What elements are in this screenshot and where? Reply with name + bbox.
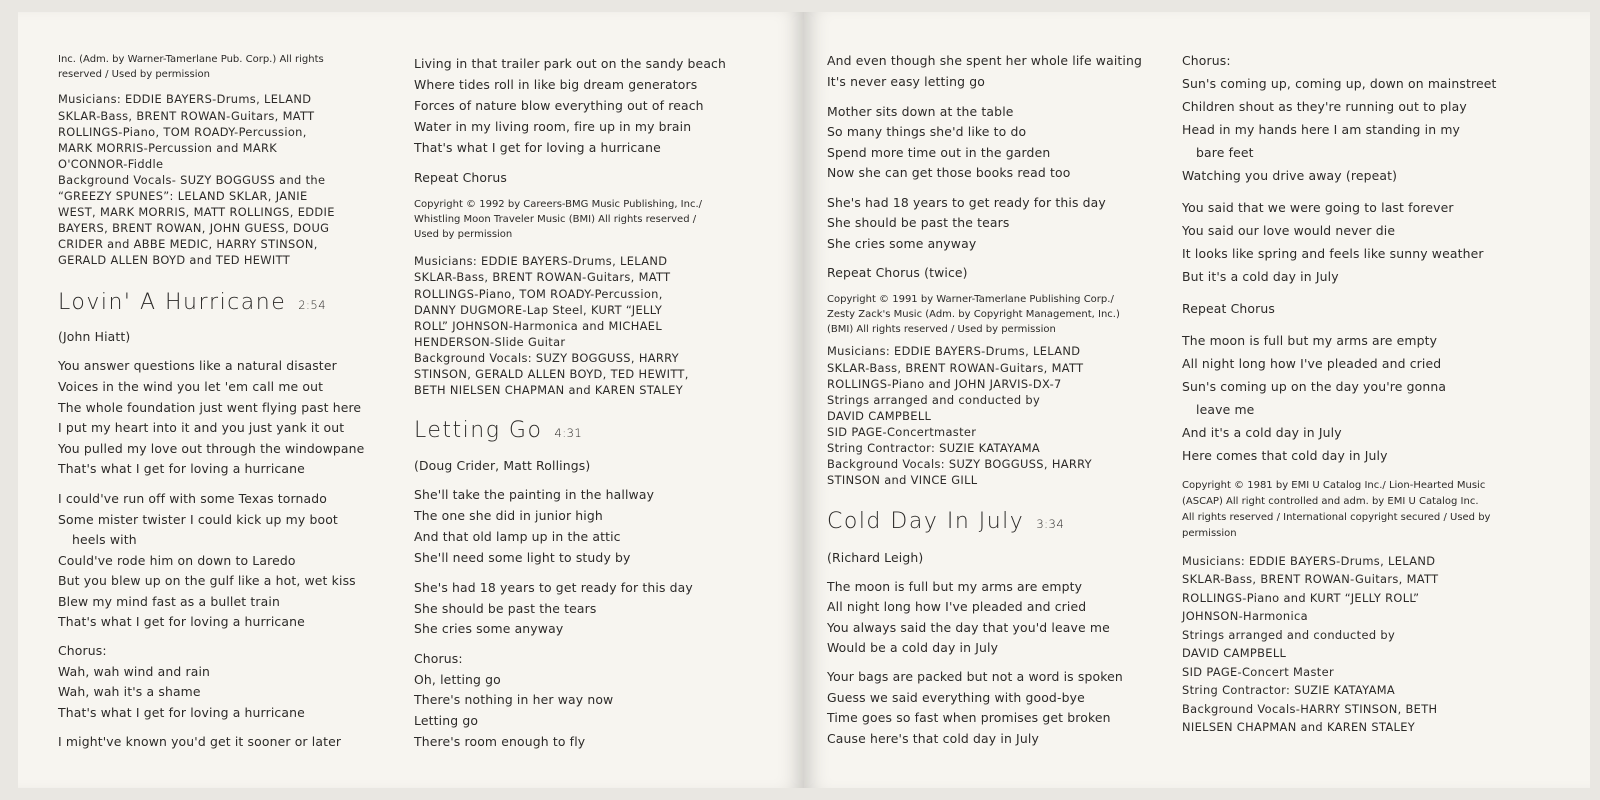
credit-line: HENDERSON-Slide Guitar — [414, 335, 566, 349]
credit-line: Musicians: EDDIE BAYERS-Drums, LELAND — [414, 254, 668, 268]
credit-line: ROLLINGS-Piano, TOM ROADY-Percussion, — [58, 125, 307, 139]
lyric-line: She should be past the tears — [827, 215, 1010, 230]
lyric-line: All night long how I've pleaded and cried — [1182, 356, 1442, 371]
lyric-line: That's what I get for loving a hurricane — [414, 140, 661, 155]
lyric-line: The one she did in junior high — [414, 508, 603, 523]
lyric-line: Wah, wah wind and rain — [58, 664, 211, 679]
song-title-text: Lovin' A Hurricane — [58, 290, 287, 315]
credit-line: Strings arranged and conducted by — [1182, 628, 1396, 642]
song-title-text: Letting Go — [414, 418, 543, 443]
credit-line: Musicians: EDDIE BAYERS-Drums, LELAND — [58, 92, 312, 106]
credit-line: BAYERS, BRENT ROWAN, JOHN GUESS, DOUG — [58, 221, 330, 235]
credit-line: DAVID CAMPBELL — [827, 409, 932, 423]
credit-line: Strings arranged and conducted by — [827, 393, 1041, 407]
lyric-line: Guess we said everything with good-bye — [827, 690, 1085, 705]
copyright-line: Zesty Zack's Music (Adm. by Copyright Management, Inc.) — [827, 309, 1120, 320]
lyric-line: Could've rode him on down to Laredo — [58, 553, 296, 568]
credit-line: “GREEZY SPUNES”: LELAND SKLAR, JANIE — [58, 189, 308, 203]
lyric-line: Voices in the wind you let 'em call me out — [58, 379, 324, 394]
lyric-line: Time goes so fast when promises get broken — [827, 710, 1111, 725]
credit-line: ROLLINGS-Piano and JOHN JARVIS-DX-7 — [827, 377, 1062, 391]
copyright-line: permission — [1182, 528, 1237, 539]
lyric-line: Some mister twister I could kick up my boot — [58, 512, 338, 527]
credit-line: JOHNSON-Harmonica — [1182, 609, 1308, 623]
credit-line: Musicians: EDDIE BAYERS-Drums, LELAND — [1182, 554, 1436, 568]
copyright-line: Copyright © 1991 by Warner-Tamerlane Publishing Corp./ — [827, 294, 1114, 305]
lyric-line: You said that we were going to last forever — [1182, 200, 1454, 215]
credit-line: SKLAR-Bass, BRENT ROWAN-Guitars, MATT — [414, 270, 671, 284]
lyric-line: She should be past the tears — [414, 601, 597, 616]
credit-line: GERALD ALLEN BOYD and TED HEWITT — [58, 253, 291, 267]
copyright-line: (ASCAP) All right controlled and adm. by EMI U Catalog Inc. — [1182, 496, 1479, 507]
credit-line: ROLL” JOHNSON-Harmonica and MICHAEL — [414, 319, 663, 333]
lyric-line: She's had 18 years to get ready for this day — [827, 195, 1106, 210]
lyric-line: It's never easy letting go — [827, 74, 985, 89]
lyric-line: That's what I get for loving a hurricane — [58, 614, 305, 629]
lyric-line: There's nothing in her way now — [414, 692, 614, 707]
lyric-line: And that old lamp up in the attic — [414, 529, 621, 544]
lyric-line: But it's a cold day in July — [1182, 269, 1339, 284]
lyric-line: You answer questions like a natural disaster — [58, 358, 337, 373]
right-page — [804, 12, 1590, 788]
lyric-line: All night long how I've pleaded and cried — [827, 599, 1087, 614]
credit-line: BETH NIELSEN CHAPMAN and KAREN STALEY — [414, 383, 683, 397]
lyric-line: You always said the day that you'd leave me — [827, 620, 1110, 635]
credit-line: Background Vocals: SUZY BOGGUSS, HARRY — [414, 351, 679, 365]
copyright-line: reserved / Used by permission — [58, 69, 210, 80]
chorus-label: Chorus: — [414, 651, 463, 666]
lyric-line: Mother sits down at the table — [827, 104, 1014, 119]
copyright-line: Whistling Moon Traveler Music (BMI) All rights reserved / — [414, 214, 697, 225]
credit-line: DANNY DUGMORE-Lap Steel, KURT “JELLY — [414, 303, 663, 317]
lyric-line: Sun's coming up, coming up, down on mainstreet — [1182, 76, 1497, 91]
lyric-line: I could've run off with some Texas tornado — [58, 491, 328, 506]
lyric-line: bare feet — [1196, 145, 1254, 160]
lyric-line: heels with — [72, 532, 137, 547]
lyric-line: I might've known you'd get it sooner or later — [58, 734, 342, 749]
songwriter: (Doug Crider, Matt Rollings) — [414, 458, 591, 473]
lyric-line: leave me — [1196, 402, 1255, 417]
lyric-line: Watching you drive away (repeat) — [1182, 168, 1398, 183]
lyric-line: Cause here's that cold day in July — [827, 731, 1039, 746]
credit-line: SID PAGE-Concertmaster — [827, 425, 977, 439]
lyric-line: You pulled my love out through the windowpane — [58, 441, 365, 456]
songwriter: (Richard Leigh) — [827, 550, 924, 565]
lyric-line: And it's a cold day in July — [1182, 425, 1342, 440]
credit-line: Musicians: EDDIE BAYERS-Drums, LELAND — [827, 344, 1081, 358]
lyric-line: Water in my living room, fire up in my brain — [414, 119, 692, 134]
lyric-line: So many things she'd like to do — [827, 124, 1027, 139]
copyright-line: All rights reserved / International copyright secured / Used by — [1182, 512, 1491, 523]
credit-line: ROLLINGS-Piano, TOM ROADY-Percussion, — [414, 287, 663, 301]
lyric-line: Your bags are packed but not a word is spoken — [827, 669, 1123, 684]
lyric-line: Now she can get those books read too — [827, 165, 1071, 180]
credit-line: STINSON and VINCE GILL — [827, 473, 978, 487]
song-duration: 2:54 — [298, 298, 327, 312]
lyric-line: It looks like spring and feels like sunny weather — [1182, 246, 1484, 261]
lyric-line: That's what I get for loving a hurricane — [58, 461, 305, 476]
lyric-line: Sun's coming up on the day you're gonna — [1182, 379, 1447, 394]
credit-line: ROLLINGS-Piano and KURT “JELLY ROLL” — [1182, 591, 1420, 605]
lyric-line: She's had 18 years to get ready for this day — [414, 580, 693, 595]
lyric-line: That's what I get for loving a hurricane — [58, 705, 305, 720]
lyric-line: Living in that trailer park out on the sandy beach — [414, 56, 727, 71]
credit-line: CRIDER and ABBE MEDIC, HARRY STINSON, — [58, 237, 318, 251]
lyric-line: There's room enough to fly — [414, 734, 586, 749]
lyric-line: She cries some anyway — [414, 621, 564, 636]
lyric-line: Here comes that cold day in July — [1182, 448, 1388, 463]
lyric-line: The moon is full but my arms are empty — [827, 579, 1083, 594]
lyric-line: Oh, letting go — [414, 672, 501, 687]
lyric-line: Forces of nature blow everything out of reach — [414, 98, 704, 113]
song-duration: 4:31 — [554, 426, 583, 440]
credit-line: Background Vocals- SUZY BOGGUSS and the — [58, 173, 326, 187]
credit-line: STINSON, GERALD ALLEN BOYD, TED HEWITT, — [414, 367, 689, 381]
lyric-line: Letting go — [414, 713, 479, 728]
copyright-line: Copyright © 1981 by EMI U Catalog Inc./ Lion-Hearted Music — [1182, 480, 1486, 491]
credit-line: O'CONNOR-Fiddle — [58, 157, 164, 171]
lyric-line: You said our love would never die — [1182, 223, 1396, 238]
lyric-line: Where tides roll in like big dream generators — [414, 77, 698, 92]
credit-line: SKLAR-Bass, BRENT ROWAN-Guitars, MATT — [58, 109, 315, 123]
lyric-line: But you blew up on the gulf like a hot, wet kiss — [58, 573, 356, 588]
lyric-line: The whole foundation just went flying past here — [58, 400, 362, 415]
credit-line: SID PAGE-Concert Master — [1182, 665, 1334, 679]
lyric-line: And even though she spent her whole life waiting — [827, 53, 1143, 68]
credit-line: WEST, MARK MORRIS, MATT ROLLINGS, EDDIE — [58, 205, 335, 219]
left-page — [18, 12, 804, 788]
song-title-text: Cold Day In July — [827, 509, 1025, 534]
chorus-label: Chorus: — [58, 643, 107, 658]
lyric-line: The moon is full but my arms are empty — [1182, 333, 1438, 348]
credit-line: DAVID CAMPBELL — [1182, 646, 1287, 660]
lyric-line: Would be a cold day in July — [827, 640, 999, 655]
credit-line: String Contractor: SUZIE KATAYAMA — [1182, 683, 1396, 697]
lyric-line: She'll take the painting in the hallway — [414, 487, 655, 502]
lyric-line: Children shout as they're running out to play — [1182, 99, 1467, 114]
copyright-line: Used by permission — [414, 229, 513, 240]
chorus-label: Chorus: — [1182, 53, 1231, 68]
lyric-line: Wah, wah it's a shame — [58, 684, 201, 699]
credit-line: SKLAR-Bass, BRENT ROWAN-Guitars, MATT — [827, 361, 1084, 375]
repeat-chorus: Repeat Chorus (twice) — [827, 265, 968, 280]
credit-line: NIELSEN CHAPMAN and KAREN STALEY — [1182, 720, 1416, 734]
lyric-line: She cries some anyway — [827, 236, 977, 251]
copyright-line: Copyright © 1992 by Careers-BMG Music Publishing, Inc./ — [414, 199, 703, 210]
credit-line: Background Vocals: SUZY BOGGUSS, HARRY — [827, 457, 1092, 471]
lyric-line: She'll need some light to study by — [414, 550, 631, 565]
credit-line: SKLAR-Bass, BRENT ROWAN-Guitars, MATT — [1182, 572, 1439, 586]
song-title — [58, 290, 326, 315]
lyric-line: Head in my hands here I am standing in my — [1182, 122, 1461, 137]
copyright-line: (BMI) All rights reserved / Used by permission — [827, 324, 1056, 335]
repeat-chorus: Repeat Chorus — [414, 170, 507, 185]
credit-line: Background Vocals-HARRY STINSON, BETH — [1182, 702, 1438, 716]
lyric-line: Blew my mind fast as a bullet train — [58, 594, 280, 609]
songwriter: (John Hiatt) — [58, 329, 131, 344]
lyric-line: I put my heart into it and you just yank it out — [58, 420, 345, 435]
song-title — [414, 418, 582, 443]
credit-line: MARK MORRIS-Percussion and MARK — [58, 141, 278, 155]
song-duration: 3:34 — [1036, 517, 1065, 531]
copyright-line: Inc. (Adm. by Warner-Tamerlane Pub. Corp.) All rights — [58, 54, 324, 65]
lyric-line: Spend more time out in the garden — [827, 145, 1051, 160]
credit-line: String Contractor: SUZIE KATAYAMA — [827, 441, 1041, 455]
song-title — [827, 509, 1064, 534]
repeat-chorus: Repeat Chorus — [1182, 301, 1275, 316]
